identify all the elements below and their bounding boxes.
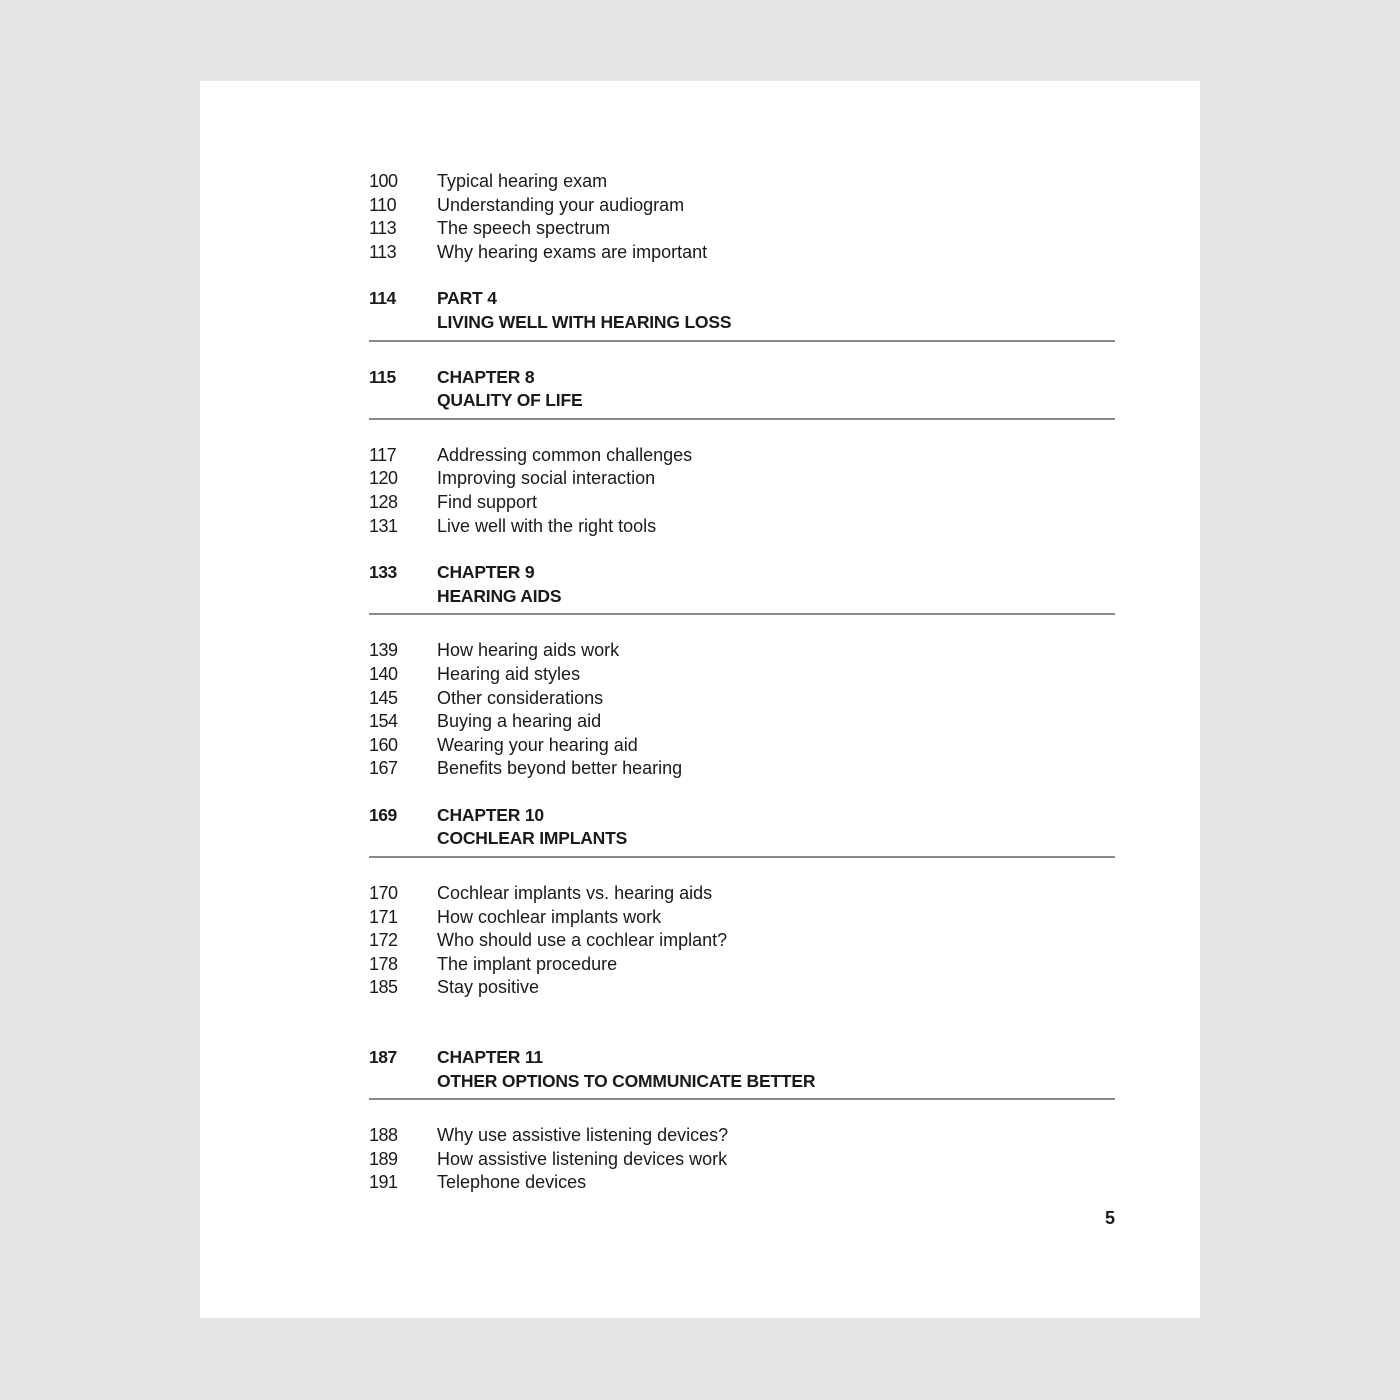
toc-entry[interactable] xyxy=(369,444,1115,468)
toc-entry-page: 140 xyxy=(369,663,398,684)
toc-entry-page: 139 xyxy=(369,640,398,661)
toc-heading-label: PART 4 xyxy=(437,288,497,309)
toc-entry[interactable] xyxy=(369,882,1115,906)
toc-entry-title: Why hearing exams are important xyxy=(437,241,708,262)
toc-entry-title: Why use assistive listening devices? xyxy=(437,1125,729,1146)
toc-entry[interactable] xyxy=(369,1171,1115,1195)
toc-heading-title: QUALITY OF LIFE xyxy=(437,390,583,411)
toc-entry-title: Typical hearing exam xyxy=(437,171,608,191)
toc-heading-page: 114 xyxy=(369,288,396,309)
toc-entry-page: 167 xyxy=(369,758,398,779)
toc-entry[interactable] xyxy=(369,734,1115,758)
toc-entry[interactable] xyxy=(369,639,1115,663)
toc-chapter-heading[interactable] xyxy=(369,804,1115,858)
toc-entry-title: Wearing your hearing aid xyxy=(437,734,638,755)
toc-entry[interactable] xyxy=(369,906,1115,930)
toc-entry[interactable] xyxy=(369,241,1115,265)
toc-chapter-heading[interactable] xyxy=(369,561,1115,615)
toc-entry[interactable] xyxy=(369,1124,1115,1148)
toc-entry-title: Improving social interaction xyxy=(437,468,656,489)
toc-entry-title: Find support xyxy=(437,491,538,512)
toc-heading-page: 187 xyxy=(369,1047,397,1068)
toc-entry[interactable] xyxy=(369,687,1115,711)
divider-rule xyxy=(369,613,1115,615)
toc-heading-title: LIVING WELL WITH HEARING LOSS xyxy=(437,311,732,332)
toc-entry-page: 100 xyxy=(369,171,398,191)
toc-entry-page: 189 xyxy=(369,1148,398,1169)
toc-entry-title: Cochlear implants vs. hearing aids xyxy=(437,883,713,904)
toc-entry[interactable] xyxy=(369,976,1115,1000)
spacer xyxy=(369,1023,1115,1046)
toc-entry-page: 120 xyxy=(369,468,398,489)
toc-entry[interactable] xyxy=(369,515,1115,539)
toc-entry[interactable] xyxy=(369,1148,1115,1172)
toc-heading-page: 115 xyxy=(369,366,396,387)
toc-entry-group xyxy=(369,1124,1115,1195)
table-of-contents xyxy=(369,170,1115,1218)
toc-heading-page: 133 xyxy=(369,562,397,583)
toc-entry[interactable] xyxy=(369,953,1115,977)
toc-entry-title: How assistive listening devices work xyxy=(437,1148,728,1169)
toc-part-heading[interactable] xyxy=(369,287,1115,341)
toc-heading-title: COCHLEAR IMPLANTS xyxy=(437,828,628,849)
toc-entry-title: How hearing aids work xyxy=(437,640,620,661)
toc-entry-page: 131 xyxy=(369,515,398,536)
toc-entry-title: Hearing aid styles xyxy=(437,663,581,684)
toc-entry[interactable] xyxy=(369,929,1115,953)
toc-entry-page: 113 xyxy=(369,241,397,262)
toc-heading-title: HEARING AIDS xyxy=(437,585,562,606)
toc-entry-page: 160 xyxy=(369,734,398,755)
toc-entry-page: 188 xyxy=(369,1125,398,1146)
toc-heading-page: 169 xyxy=(369,804,397,825)
toc-entry-title: Addressing common challenges xyxy=(437,444,693,465)
toc-entry-page: 110 xyxy=(369,194,397,215)
toc-entry[interactable] xyxy=(369,217,1115,241)
toc-heading-label: CHAPTER 11 xyxy=(437,1047,543,1068)
toc-entry-page: 117 xyxy=(369,444,397,465)
toc-chapter-heading[interactable] xyxy=(369,1046,1115,1100)
toc-entry-page: 185 xyxy=(369,977,398,998)
toc-entry-group xyxy=(369,882,1115,1000)
toc-entry-page: 145 xyxy=(369,687,398,708)
page-number: 5 xyxy=(1104,1208,1115,1228)
toc-entry-title: The implant procedure xyxy=(437,953,618,974)
toc-entry[interactable] xyxy=(369,491,1115,515)
toc-entry-group xyxy=(369,639,1115,781)
toc-entry[interactable] xyxy=(369,757,1115,781)
toc-entry-title: Live well with the right tools xyxy=(437,515,657,536)
divider-rule xyxy=(369,856,1115,858)
toc-entry-page: 178 xyxy=(369,953,398,974)
toc-entry-title: Buying a hearing aid xyxy=(437,711,602,732)
toc-entry-title: Telephone devices xyxy=(437,1172,587,1193)
toc-entry-group xyxy=(369,170,1115,264)
toc-heading-title: OTHER OPTIONS TO COMMUNICATE BETTER xyxy=(437,1070,816,1091)
toc-heading-label: CHAPTER 10 xyxy=(437,804,544,825)
toc-entry-page: 154 xyxy=(369,711,398,732)
toc-entry-title: Other considerations xyxy=(437,687,604,708)
toc-entry[interactable] xyxy=(369,170,1115,194)
toc-entry-page: 170 xyxy=(369,883,398,904)
toc-entry-page: 172 xyxy=(369,930,398,951)
toc-entry-group xyxy=(369,444,1115,538)
toc-entry-title: Who should use a cochlear implant? xyxy=(437,930,728,951)
toc-entry-page: 113 xyxy=(369,218,397,239)
toc-entry-title: Stay positive xyxy=(437,977,540,998)
toc-entry[interactable] xyxy=(369,467,1115,491)
divider-rule xyxy=(369,1098,1115,1100)
toc-entry-page: 191 xyxy=(369,1172,398,1193)
toc-entry-title: How cochlear implants work xyxy=(437,906,662,927)
toc-entry-title: Benefits beyond better hearing xyxy=(437,758,683,779)
toc-chapter-heading[interactable] xyxy=(369,366,1115,420)
toc-heading-label: CHAPTER 8 xyxy=(437,366,535,387)
book-page xyxy=(200,81,1200,1318)
toc-entry-page: 128 xyxy=(369,491,398,512)
toc-entry-title: The speech spectrum xyxy=(437,218,611,239)
toc-heading-label: CHAPTER 9 xyxy=(437,562,535,583)
toc-entry[interactable] xyxy=(369,194,1115,218)
toc-entry[interactable] xyxy=(369,663,1115,687)
toc-entry-title: Understanding your audiogram xyxy=(437,194,685,215)
divider-rule xyxy=(369,418,1115,420)
divider-rule xyxy=(369,340,1115,342)
toc-entry-page: 171 xyxy=(369,906,398,927)
toc-entry[interactable] xyxy=(369,710,1115,734)
